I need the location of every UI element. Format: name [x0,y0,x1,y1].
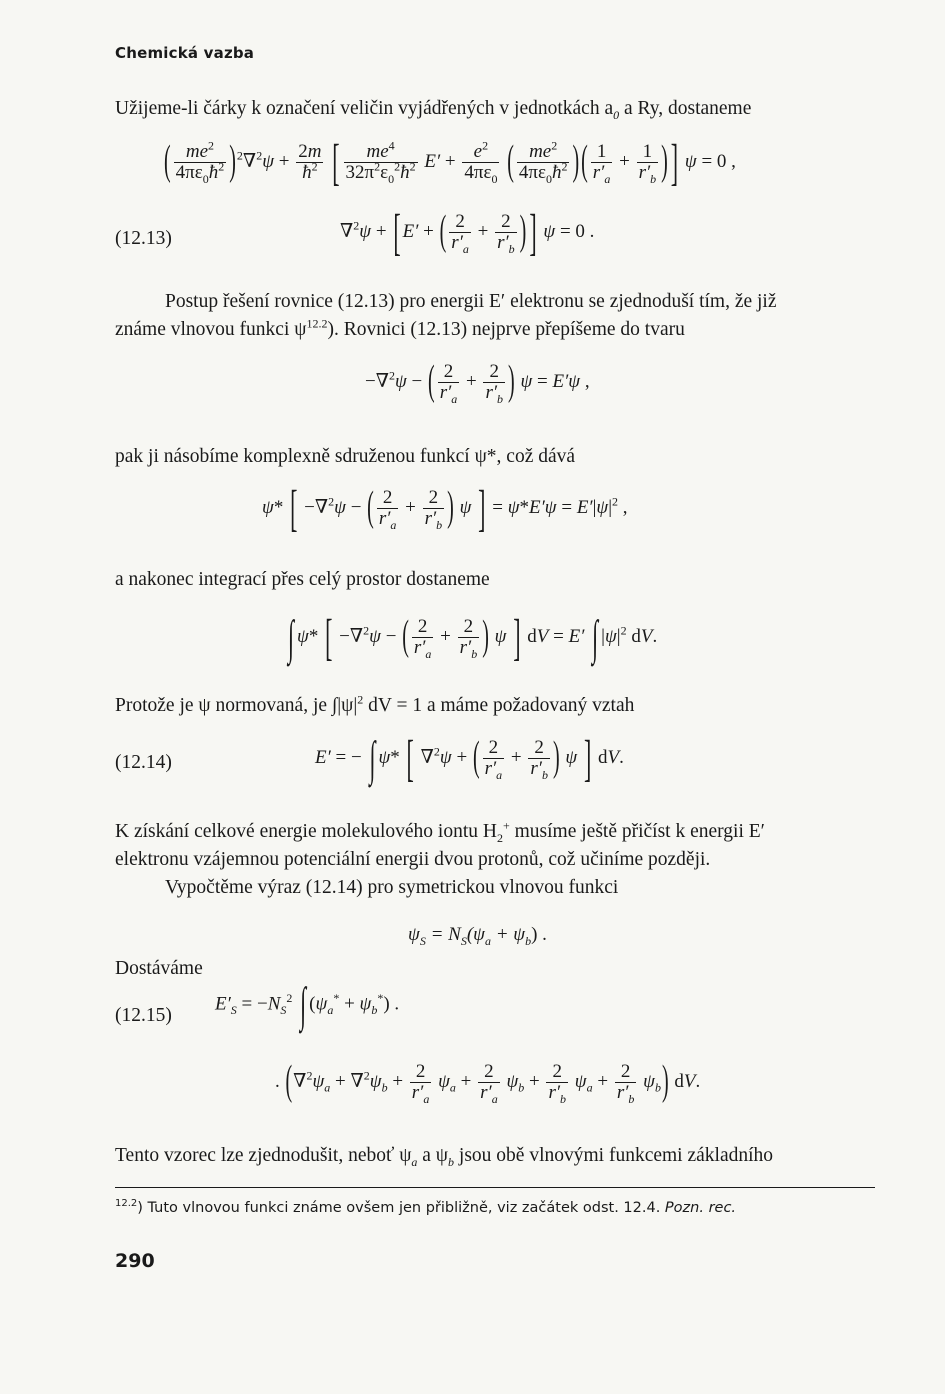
paragraph-intro: Užijeme-li čárky k označení veličin vyjádřených v jednotkách $a_0$ a Ry, dostaneme [115,98,752,122]
running-header: Chemická vazba [115,44,255,62]
paragraph-integrate: a nakonec integrací přes celý prostor dostaneme [115,569,490,590]
equation-12-14: E′ = − ∫ ψ* [ ∇$^2$ψ + ( $\frac{2}{r'_a}$ + $\frac{2}{r'_b}$ ) ψ ] dV. [315,728,624,787]
paragraph-method-line1: Postup řešení rovnice (12.13) pro energii E′ elektronu se zjednoduší tím, že již [165,291,777,312]
paragraph-total-energy-line2: elektronu vzájemnou potenciální energii dvou protonů, což učiníme později. [115,849,711,870]
equation-hamiltonian: ( $\frac{me^2}{4\pi\varepsilon_0ħ^2}$ )$^2$∇$^2$ψ + $\frac{2m}{ħ^2}$ [ $\frac{me^4}{32\pi^2\varepsilon_0^2ħ^2}$ E′ + $\frac{e^2}{4\pi\varepsilon_0}$ ( $\frac{me^2}{4\pi\varepsilon_0ħ^2}$ ) ( $\frac{1}{r'_a}$ + $\frac{1}{r'_b}$ ) ] ψ = 0 , [164,132,736,191]
footnote: $^{12.2}$) Tuto vlnovou funkci známe ovšem jen přibližně, viz začátek odst. 12.4. Pozn. rec. [115,1198,737,1216]
equation-12-13: ∇$^2$ψ + [ E′ + ( $\frac{2}{r'_a}$ + $\frac{2}{r'_b}$ ) ] ψ = 0 . [340,202,595,261]
page-number: 290 [115,1250,155,1272]
equation-number-12-13: (12.13) [115,228,172,249]
equation-multiplied: ψ* [ −∇$^2$ψ − ( $\frac{2}{r'_a}$ + $\frac{2}{r'_b}$ ) ψ ] = $\psi*E'\psi = E'|\psi|^2$ , [262,478,628,537]
equation-rewritten: −∇$^2$ψ − ( $\frac{2}{r'_a}$ + $\frac{2}{r'_b}$ ) ψ = E′ψ , [365,358,590,406]
paragraph-normalized: Protože je ψ normovaná, je $\int|\psi|^2$ dV = 1 a máme požadovaný vztah [115,692,635,716]
equation-number-12-14: (12.14) [115,752,172,773]
equation-number-12-15: (12.15) [115,1005,172,1026]
paragraph-multiply: pak ji násobíme komplexně sdruženou funkcí ψ*, což dává [115,446,576,467]
equation-symmetric-wavefunction: $\psi_S = N_S(\psi_a + \psi_b)$ . [408,924,547,948]
paragraph-simplify: Tento vzorec lze zjednodušit, neboť $\psi_a$ a $\psi_b$ jsou obě vlnovými funkcemi základního [115,1145,774,1169]
equation-integrated: ∫ ψ* [ −∇$^2$ψ − ( $\frac{2}{r'_a}$ + $\frac{2}{r'_b}$ ) ψ ] dV = E′ ∫ $|\psi|^2$ dV. [288,607,658,666]
footnote-rule [115,1187,875,1188]
paragraph-total-energy-line1: K získání celkové energie molekulového iontu $H_2^+$ musíme ještě přičíst k energii E′ [115,818,765,845]
equation-12-15-line2: . ($\nabla^2\psi_a + \nabla^2\psi_b$ + $\frac{2}{r'_a}$ $\psi_a$ + $\frac{2}{r'_a}$ $\psi_b$ + $\frac{2}{r'_b}$ $\psi_a$ + $\frac{2}{r'_b}$ $\psi_b$) dV. [275,1058,701,1106]
paragraph-method-line2: známe vlnovou funkci $\psi^{12.2}$). Rovnici (12.13) nejprve přepíšeme do tvaru [115,316,685,340]
paragraph-obtain: Dostáváme [115,958,203,979]
paragraph-symmetric: Vypočtěme výraz (12.14) pro symetrickou vlnovou funkci [165,877,619,898]
equation-12-15-line1: $E'_S = -N_S^2$ ∫ $(\psi_a^* + \psi_b^*)$ . [215,976,400,1032]
